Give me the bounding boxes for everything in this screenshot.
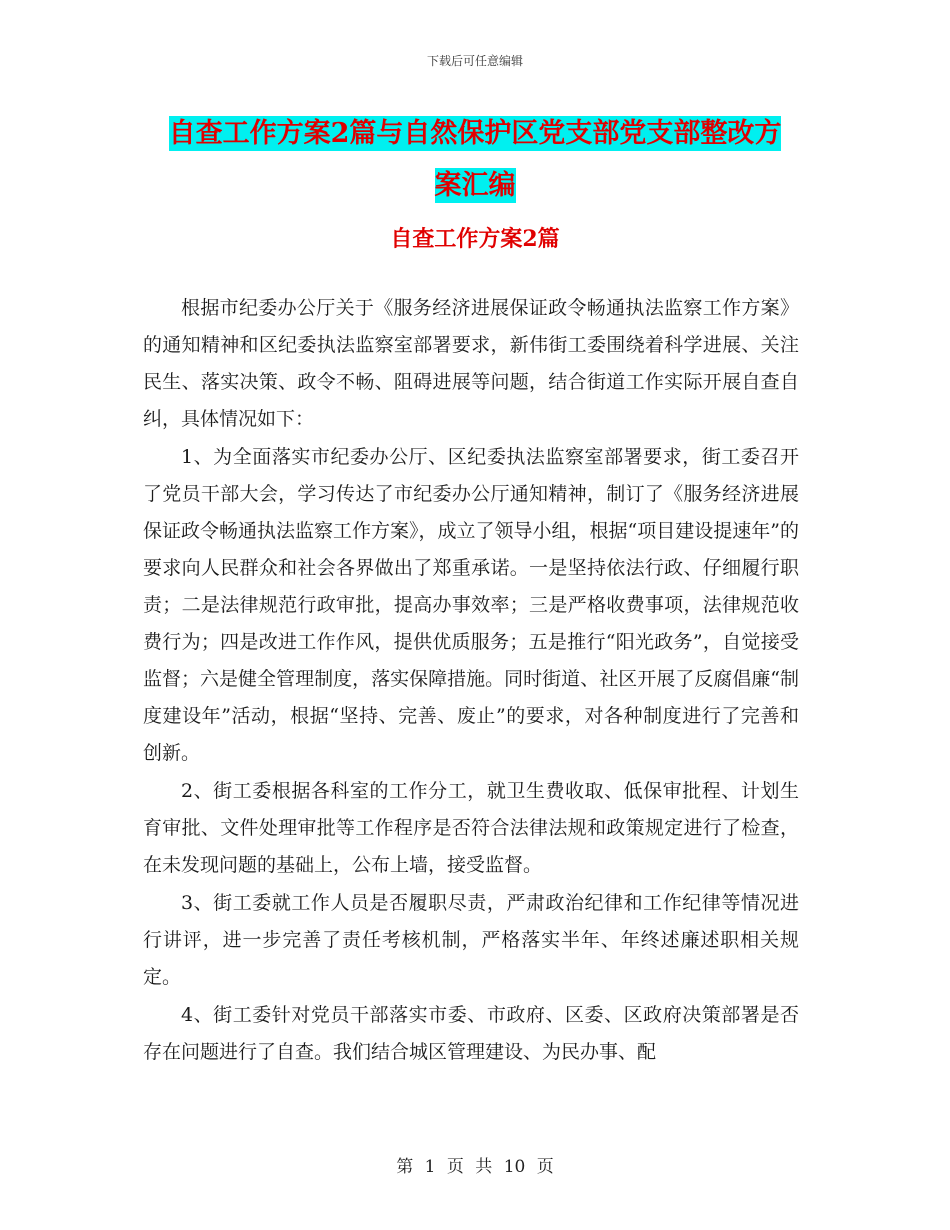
paragraph: 2、街工委根据各科室的工作分工，就卫生费收取、低保审批程、计划生育审批、文件处理审批等工作程序是否符合法律法规和政策规定进行了检查，在未发现问题的基础上，公布上墙，接受监督。: [143, 780, 799, 876]
document-title-line-1: 自查工作方案2篇与自然保护区党支部党支部整改方: [168, 118, 782, 149]
paragraph: 1、为全面落实市纪委办公厅、区纪委执法监察室部署要求，街工委召开了党员干部大会，学习传达了市纪委办公厅通知精神，制订了《服务经济进展保证政令畅通执法监察工作方案》，成立了领导小组，根据“项目建设提速年”的要求向人民群众和社会各界做出了郑重承诺。一是坚持依法行政、仔细履行职责；二是法律规范行政审批，提高办事效率；三是严格收费事项，法律规范收费行为；四是改进工作作风，提供优质服务；五是推行“阳光政务”，自觉接受监督；六是健全管理制度，落实保障措施。同时街道、社区开展了反腐倡廉“制度建设年”活动，根据“坚持、完善、废止”的要求，对各种制度进行了完善和创新。: [143, 446, 799, 764]
body-text: [143, 290, 799, 1071]
section-title: 自查工作方案2篇: [390, 226, 560, 252]
document-title: [145, 108, 805, 212]
document-title-line-2: 案汇编: [434, 170, 516, 201]
page-number: 第 1 页 共 10 页: [396, 1157, 554, 1177]
paragraph: 3、街工委就工作人员是否履职尽责，严肃政治纪律和工作纪律等情况进行讲评，进一步完善了责任考核机制，严格落实半年、年终述廉述职相关规定。: [143, 892, 799, 988]
header-note: 下载后可任意编辑: [426, 54, 523, 68]
paragraph: 根据市纪委办公厅关于《服务经济进展保证政令畅通执法监察工作方案》的通知精神和区纪委执法监察室部署要求，新伟街工委围绕着科学进展、关注民生、落实决策、政令不畅、阻碍进展等问题，结合街道工作实际开展自查自纠，具体情况如下：: [143, 297, 799, 430]
paragraph: 4、街工委针对党员干部落实市委、市政府、区委、区政府决策部署是否存在问题进行了自查。我们结合城区管理建设、为民办事、配: [143, 1004, 799, 1063]
